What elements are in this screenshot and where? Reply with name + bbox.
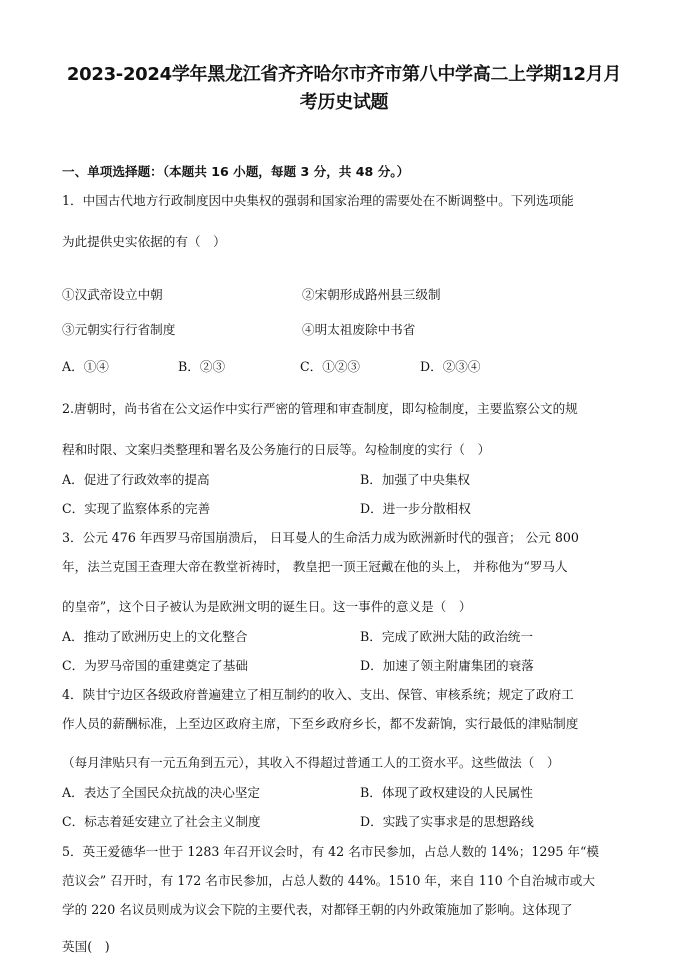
q2-option-a: A．促进了行政效率的提高 bbox=[62, 472, 210, 487]
q5-stem-line2: 范议会” 召开时，有 172 名市民参加，占总人数的 44%。1510 年，来自 110 个自治城市或大 bbox=[62, 873, 595, 888]
q4-option-d: D．实践了实事求是的思想路线 bbox=[360, 814, 534, 829]
q1-stem-line1: 1．中国古代地方行政制度因中央集权的强弱和国家治理的需要处在不断调整中。下列选项能 bbox=[62, 193, 574, 208]
exam-title-line1: 2023-2024学年黑龙江省齐齐哈尔市齐市第八中学高二上学期12月月 bbox=[66, 64, 622, 85]
q2-option-c: C．实现了监察体系的完善 bbox=[62, 501, 211, 516]
exam-title-line2: 考历史试题 bbox=[299, 92, 389, 113]
q3-option-a: A．推动了欧洲历史上的文化整合 bbox=[62, 629, 248, 644]
q2-option-d: D．进一步分散相权 bbox=[360, 501, 471, 516]
q3-option-c: C．为罗马帝国的重建奠定了基础 bbox=[62, 658, 248, 673]
q1-statement-3: ③元朝实行行省制度 bbox=[62, 322, 176, 337]
q2-stem-line1: 2.唐朝时，尚书省在公文运作中实行严密的管理和审查制度，即勾检制度，主要监察公文的规 bbox=[62, 401, 578, 416]
q4-stem-line1: 4．陕甘宁边区各级政府普遍建立了相互制约的收入、支出、保管、审核系统；规定了政府工 bbox=[62, 687, 574, 702]
q3-stem-line1: 3．公元 476 年西罗马帝国崩溃后， 日耳曼人的生命活力成为欧洲新时代的强音； 公元 800 bbox=[62, 530, 579, 545]
q1-statement-2: ②宋朝形成路州县三级制 bbox=[302, 287, 441, 302]
q5-stem-line3: 学的 220 名议员则成为议会下院的主要代表，对都铎王朝的内外政策施加了影响。这体现了 bbox=[62, 902, 573, 917]
q3-option-d: D．加速了领主附庸集团的衰落 bbox=[360, 658, 534, 673]
q3-stem-line2: 年，法兰克国王查理大帝在教堂祈祷时， 教皇把一顶王冠戴在他的头上， 并称他为“罗马人 bbox=[62, 559, 568, 574]
section-header: 一、单项选择题：（本题共 16 小题，每题 3 分，共 48 分。） bbox=[62, 164, 410, 179]
q1-statement-1: ①汉武帝设立中朝 bbox=[62, 287, 163, 302]
q5-stem-line4: 英国( ) bbox=[62, 939, 110, 954]
q1-statement-4: ④明太祖废除中书省 bbox=[302, 322, 416, 337]
q1-option-d: D．②③④ bbox=[420, 359, 481, 374]
q1-option-c: C．①②③ bbox=[300, 359, 361, 374]
q5-stem-line1: 5．英王爱德华一世于 1283 年召开议会时，有 42 名市民参加，占总人数的 14%；1295 年“模 bbox=[62, 844, 599, 859]
q1-option-b: B．②③ bbox=[178, 359, 226, 374]
q4-option-c: C．标志着延安建立了社会主义制度 bbox=[62, 814, 261, 829]
q4-stem-line2: 作人员的薪酬标准，上至边区政府主席，下至乡政府乡长，都不发薪饷，实行最低的津贴制度 bbox=[62, 716, 579, 731]
q4-option-a: A．表达了全国民众抗战的决心坚定 bbox=[62, 785, 261, 800]
q3-option-b: B．完成了欧洲大陆的政治统一 bbox=[360, 629, 533, 644]
q2-stem-line2: 程和时限、文案归类整理和署名及公务施行的日辰等。勾检制度的实行（ ） bbox=[62, 442, 491, 457]
q3-stem-line3: 的皇帝”，这个日子被认为是欧洲文明的诞生日。这一事件的意义是（ ） bbox=[62, 599, 472, 614]
q4-option-b: B．体现了政权建设的人民属性 bbox=[360, 785, 533, 800]
q2-option-b: B．加强了中央集权 bbox=[360, 472, 471, 487]
q1-option-a: A．①④ bbox=[62, 359, 109, 374]
q1-stem-line2: 为此提供史实依据的有（ ） bbox=[62, 234, 226, 249]
q4-stem-line3: （每月津贴只有一元五角到五元），其收入不得超过普通工人的工资水平。这些做法（ ） bbox=[62, 755, 560, 770]
